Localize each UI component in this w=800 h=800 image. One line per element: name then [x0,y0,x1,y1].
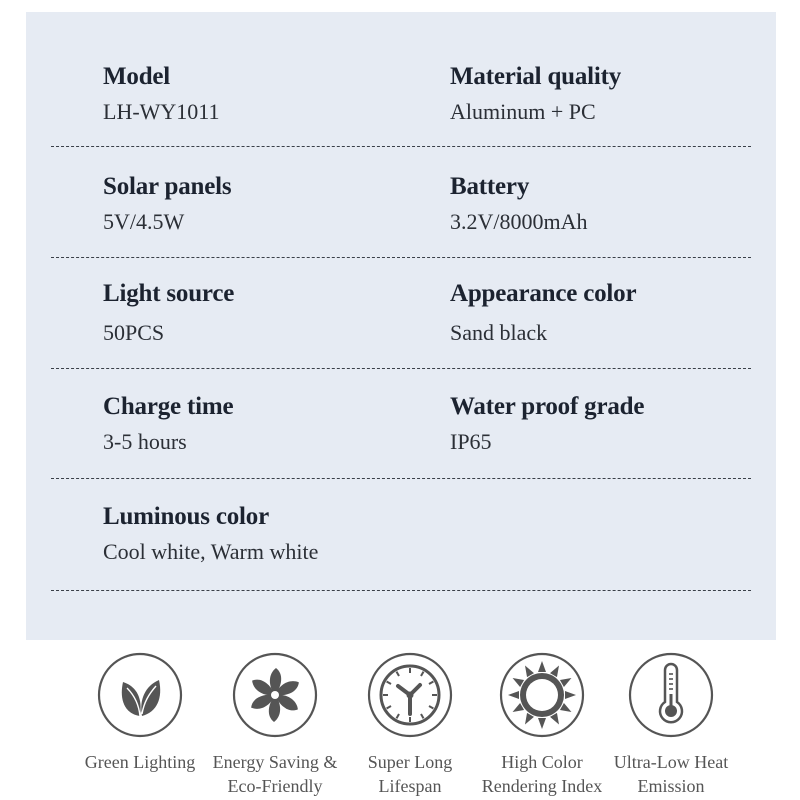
spec-cell [103,63,220,125]
spec-label-appearance-color: Appearance color [450,280,637,307]
spec-row [51,147,751,258]
feature-label: Super Long Lifespan [367,752,453,796]
feature-low-heat [601,652,741,798]
spec-value-charge-time: 3-5 hours [103,429,187,454]
feature-label: Energy Saving & Eco-Friendly [212,752,338,796]
feature-color-rendering [472,652,612,798]
spec-label-battery: Battery [450,173,530,200]
spec-cell [450,63,621,125]
spec-row [51,35,751,147]
spec-panel [26,12,776,640]
feature-label: Green Lighting [84,752,196,772]
spec-value-luminous-color: Cool white, Warm white [103,539,319,564]
spec-cell [450,393,644,455]
spec-value-solar-panels: 5V/4.5W [103,209,185,234]
spec-row [51,258,751,369]
spec-cell [103,393,233,455]
spec-label-material: Material quality [450,63,622,90]
spec-cell [103,173,231,235]
feature-label: High Color Rendering Index [481,752,603,796]
feature-green-lighting [70,652,210,774]
spec-value-battery: 3.2V/8000mAh [450,209,588,234]
clock-icon [367,652,453,738]
sun-icon [499,652,585,738]
spec-value-model: LH-WY1011 [103,99,220,124]
feature-energy-saving [205,652,345,798]
spec-value-material: Aluminum + PC [450,99,596,124]
spec-label-charge-time: Charge time [103,393,234,420]
leaf-icon [97,652,183,738]
spec-label-water-proof: Water proof grade [450,393,645,420]
spec-value-appearance-color: Sand black [450,320,548,345]
spec-label-model: Model [103,63,171,90]
spec-cell [103,280,234,346]
spec-cell [103,503,318,565]
spec-label-light-source: Light source [103,280,235,307]
spec-label-solar-panels: Solar panels [103,173,232,200]
fan-icon [232,652,318,738]
spec-value-light-source: 50PCS [103,320,165,345]
spec-cell [450,280,636,346]
spec-row [51,369,751,479]
thermometer-icon [628,652,714,738]
spec-label-luminous-color: Luminous color [103,503,269,530]
spec-cell [450,173,588,235]
feature-long-lifespan [340,652,480,798]
spec-row [51,479,751,591]
feature-label: Ultra-Low Heat Emission [613,752,729,796]
spec-value-water-proof: IP65 [450,429,492,454]
